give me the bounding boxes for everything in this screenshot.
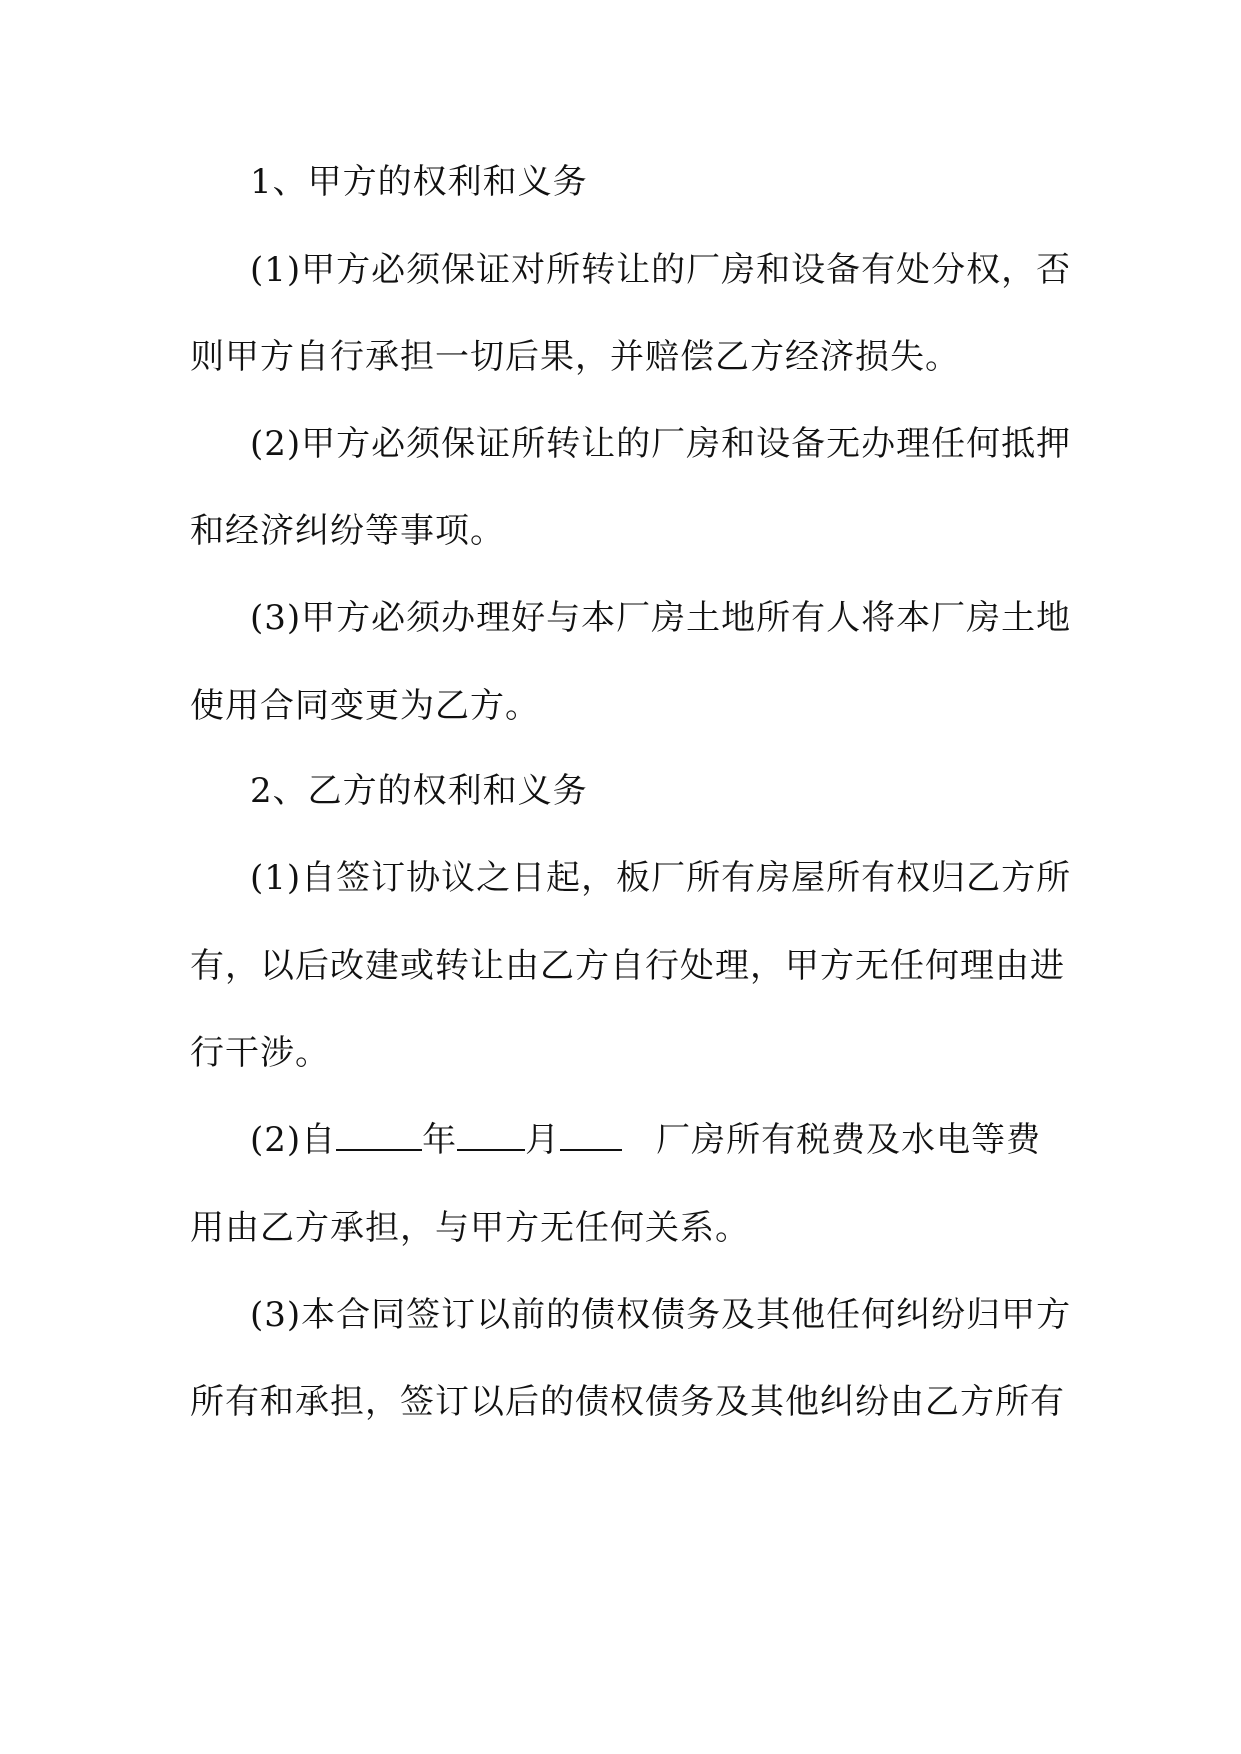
clause-rest: 厂房所有税费及水电等费 (656, 1120, 1042, 1160)
paragraph-line: (3)甲方必须办理好与本厂房土地所有人将本厂房土地 (250, 598, 1072, 638)
paragraph-line: (3)本合同签订以前的债权债务及其他任何纠纷归甲方 (250, 1295, 1072, 1335)
paragraph-line: (1)自签订协议之日起，板厂所有房屋所有权归乙方所 (250, 858, 1072, 898)
paragraph-line: 和经济纠纷等事项。 (190, 511, 505, 551)
paragraph-line: 使用合同变更为乙方。 (190, 686, 540, 726)
year-blank (336, 1121, 422, 1151)
section-heading-party-b: 2、乙方的权利和义务 (250, 771, 588, 811)
paragraph-line: 用由乙方承担，与甲方无任何关系。 (190, 1208, 750, 1248)
month-blank (457, 1121, 525, 1151)
clause-prefix: (2)自 (250, 1120, 337, 1160)
year-label: 年 (422, 1120, 458, 1160)
month-label: 月 (525, 1120, 561, 1160)
paragraph-line: (2)甲方必须保证所转让的厂房和设备无办理任何抵押 (250, 424, 1072, 464)
paragraph-line-with-blanks (250, 1120, 1110, 1160)
paragraph-line: 所有和承担，签订以后的债权债务及其他纠纷由乙方所有 (190, 1382, 1065, 1422)
paragraph-line: 行干涉。 (190, 1033, 330, 1073)
paragraph-line: 有，以后改建或转让由乙方自行处理，甲方无任何理由进 (190, 946, 1065, 986)
paragraph-line: (1)甲方必须保证对所转让的厂房和设备有处分权，否 (250, 250, 1072, 290)
paragraph-line: 则甲方自行承担一切后果，并赔偿乙方经济损失。 (190, 337, 960, 377)
section-heading-party-a: 1、甲方的权利和义务 (250, 162, 588, 202)
day-blank (560, 1121, 622, 1151)
